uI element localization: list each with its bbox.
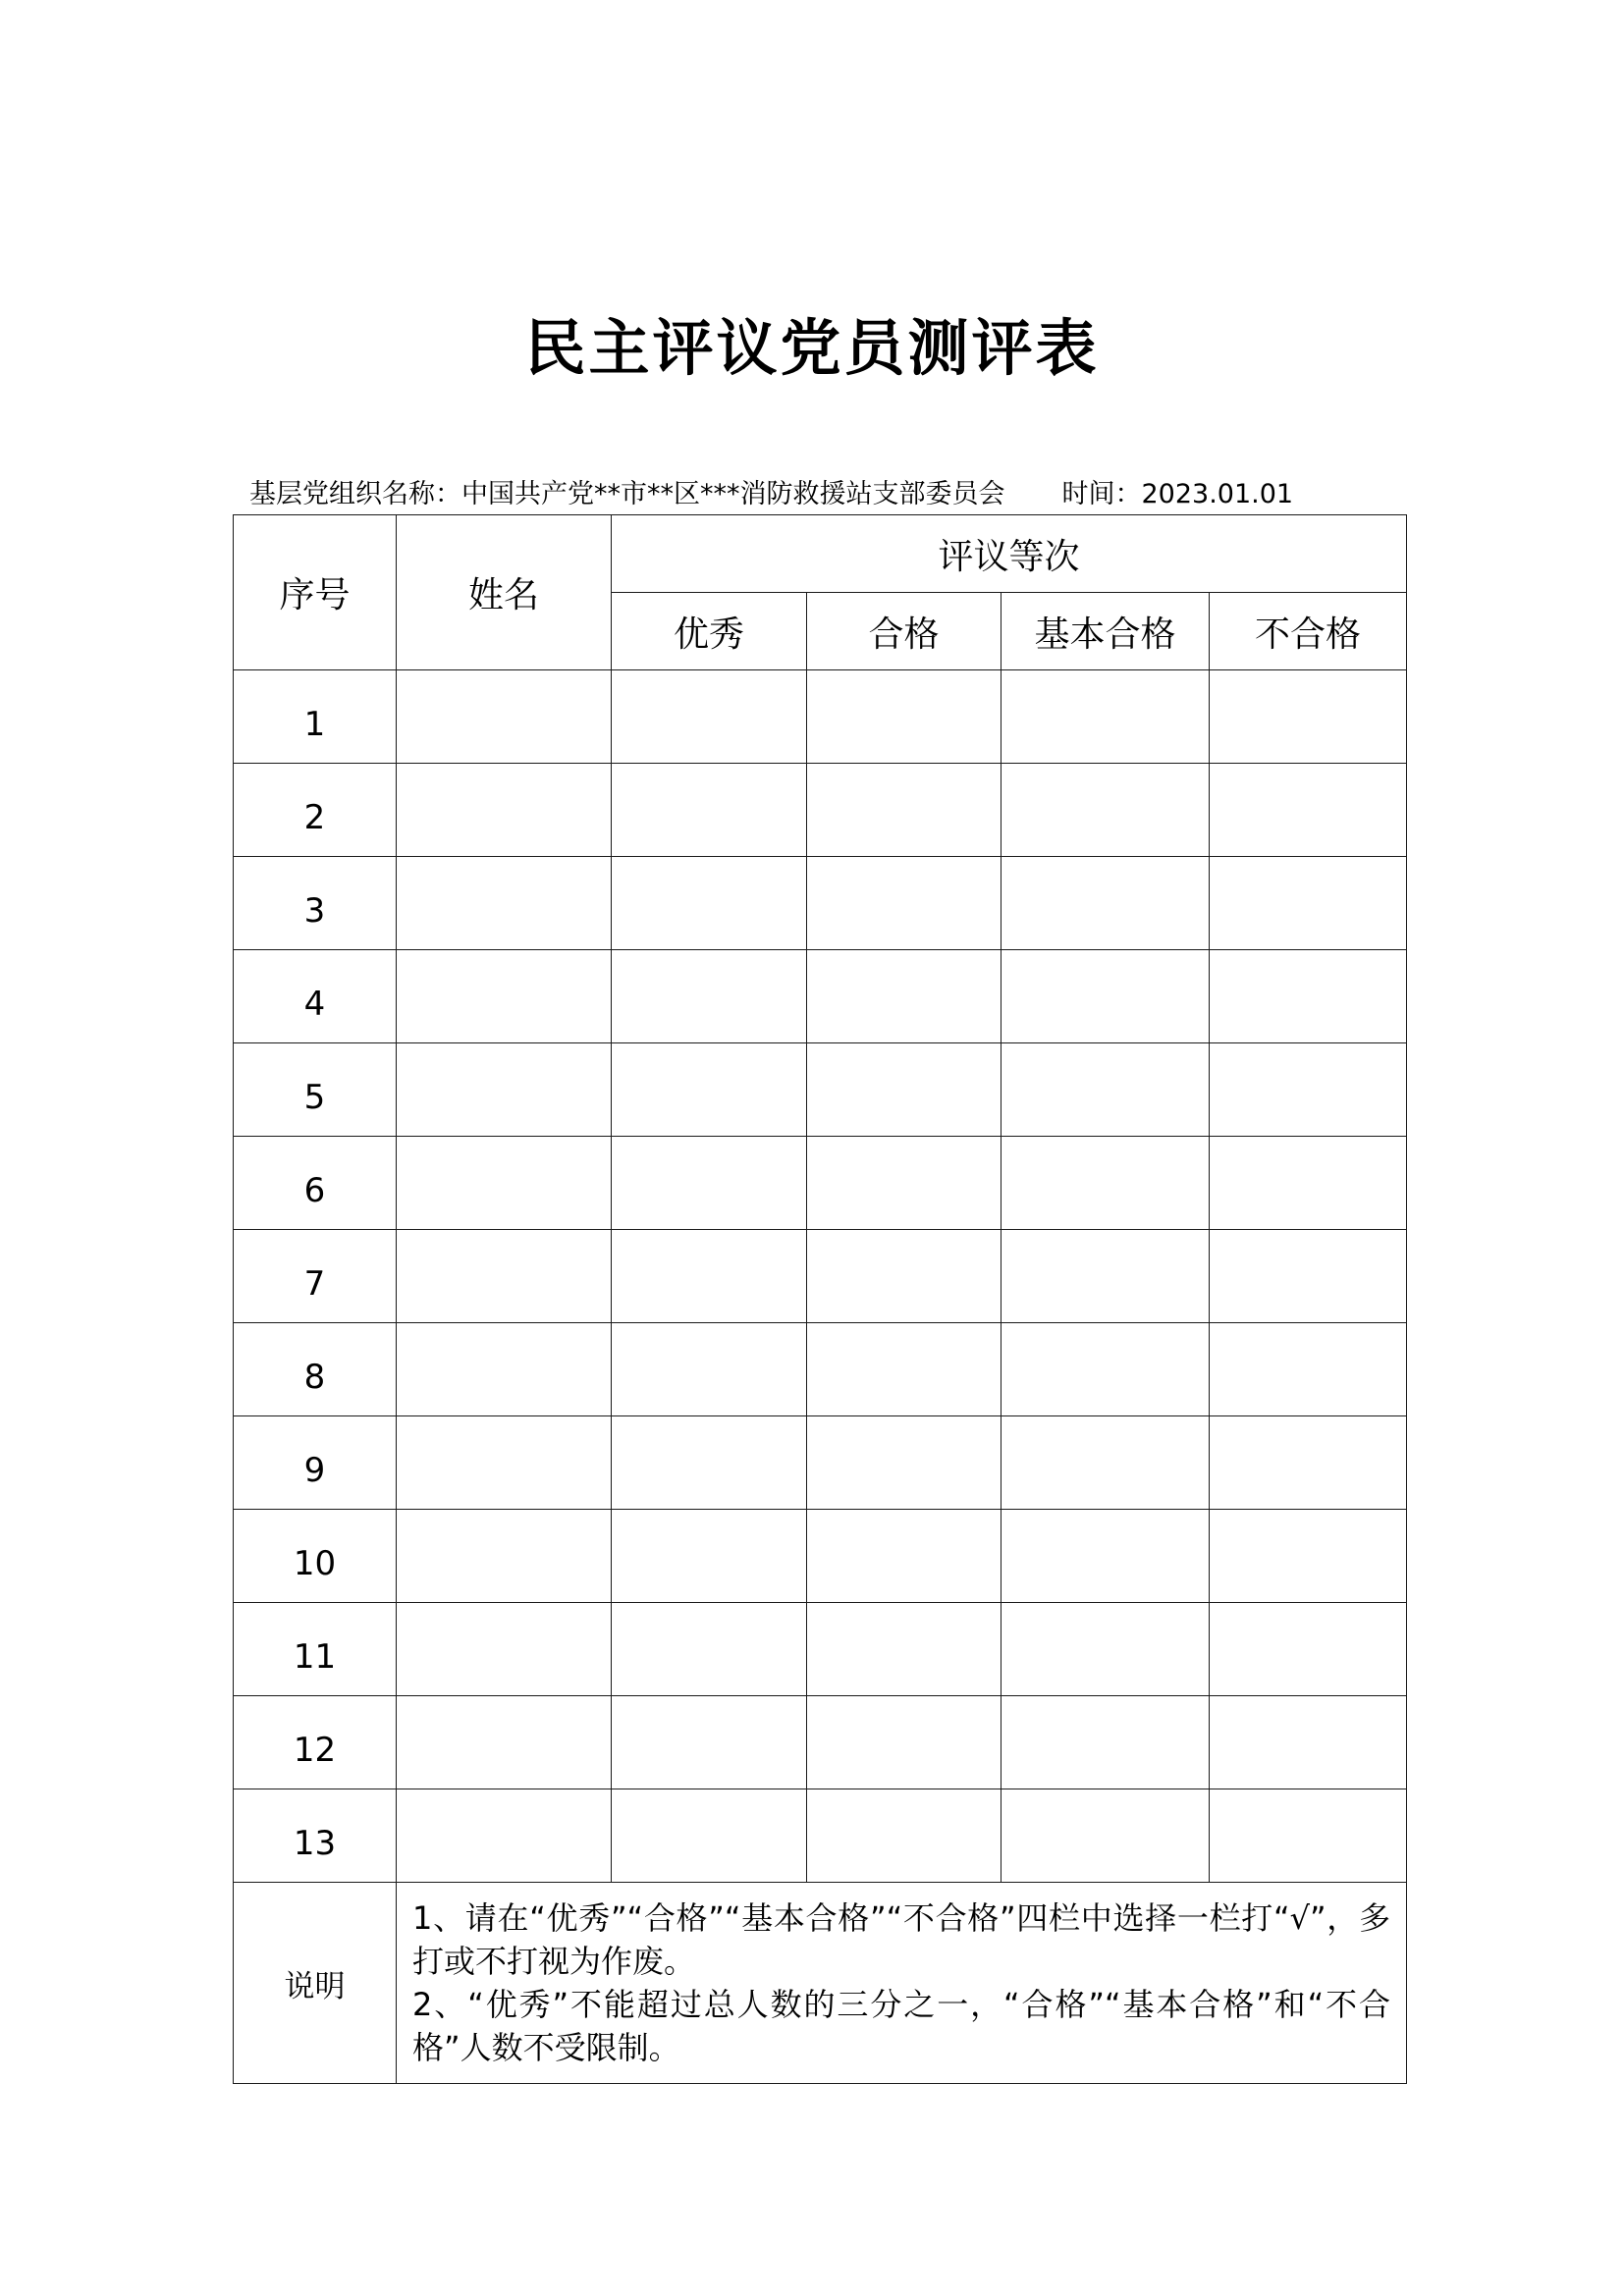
cell-excellent[interactable] (612, 1137, 807, 1230)
table-row (234, 857, 1407, 950)
row-number: 10 (234, 1510, 397, 1603)
cell-basic-qualified[interactable] (1001, 1416, 1210, 1510)
row-number: 2 (234, 764, 397, 857)
time-value: 2023.01.01 (1141, 479, 1294, 509)
table-row (234, 1230, 1407, 1323)
cell-basic-qualified[interactable] (1001, 1323, 1210, 1416)
row-number: 8 (234, 1323, 397, 1416)
cell-excellent[interactable] (612, 950, 807, 1043)
cell-name[interactable] (397, 1789, 612, 1883)
row-number: 12 (234, 1696, 397, 1789)
header-rating-group: 评议等次 (612, 515, 1407, 593)
cell-basic-qualified[interactable] (1001, 1696, 1210, 1789)
cell-qualified[interactable] (807, 950, 1001, 1043)
cell-qualified[interactable] (807, 1323, 1001, 1416)
form-meta (249, 475, 1293, 514)
header-seq: 序号 (234, 515, 397, 670)
org-name: 中国共产党**市**区***消防救援站支部委员会 (461, 479, 1005, 509)
evaluation-table (233, 514, 1407, 2084)
header-basic-qualified: 基本合格 (1001, 593, 1210, 670)
cell-unqualified[interactable] (1210, 857, 1407, 950)
org-label: 基层党组织名称： (249, 479, 461, 509)
row-number: 6 (234, 1137, 397, 1230)
cell-name[interactable] (397, 1230, 612, 1323)
cell-qualified[interactable] (807, 670, 1001, 764)
cell-name[interactable] (397, 764, 612, 857)
cell-qualified[interactable] (807, 1416, 1001, 1510)
cell-basic-qualified[interactable] (1001, 1789, 1210, 1883)
notes-cell (397, 1883, 1407, 2084)
row-number: 9 (234, 1416, 397, 1510)
cell-excellent[interactable] (612, 857, 807, 950)
cell-basic-qualified[interactable] (1001, 1043, 1210, 1137)
row-number: 13 (234, 1789, 397, 1883)
cell-unqualified[interactable] (1210, 764, 1407, 857)
cell-name[interactable] (397, 1323, 612, 1416)
table-row (234, 670, 1407, 764)
cell-qualified[interactable] (807, 1789, 1001, 1883)
header-qualified: 合格 (807, 593, 1001, 670)
cell-qualified[interactable] (807, 1603, 1001, 1696)
cell-unqualified[interactable] (1210, 1603, 1407, 1696)
cell-basic-qualified[interactable] (1001, 1603, 1210, 1696)
cell-unqualified[interactable] (1210, 1323, 1407, 1416)
cell-name[interactable] (397, 950, 612, 1043)
cell-unqualified[interactable] (1210, 1137, 1407, 1230)
table-row (234, 950, 1407, 1043)
page-title: 民主评议党员测评表 (524, 312, 1100, 384)
cell-name[interactable] (397, 670, 612, 764)
header-excellent: 优秀 (612, 593, 807, 670)
row-number: 7 (234, 1230, 397, 1323)
cell-name[interactable] (397, 1043, 612, 1137)
cell-excellent[interactable] (612, 1603, 807, 1696)
cell-name[interactable] (397, 1510, 612, 1603)
row-number: 11 (234, 1603, 397, 1696)
table-row (234, 1789, 1407, 1883)
cell-excellent[interactable] (612, 764, 807, 857)
cell-basic-qualified[interactable] (1001, 764, 1210, 857)
table-row (234, 1603, 1407, 1696)
cell-qualified[interactable] (807, 1230, 1001, 1323)
cell-unqualified[interactable] (1210, 1230, 1407, 1323)
table-row (234, 1137, 1407, 1230)
table-row (234, 1416, 1407, 1510)
cell-excellent[interactable] (612, 1510, 807, 1603)
cell-basic-qualified[interactable] (1001, 670, 1210, 764)
cell-excellent[interactable] (612, 1230, 807, 1323)
cell-qualified[interactable] (807, 764, 1001, 857)
notes-label: 说明 (234, 1883, 397, 2084)
cell-unqualified[interactable] (1210, 1510, 1407, 1603)
table-row (234, 1696, 1407, 1789)
row-number: 3 (234, 857, 397, 950)
cell-excellent[interactable] (612, 1416, 807, 1510)
cell-excellent[interactable] (612, 670, 807, 764)
cell-unqualified[interactable] (1210, 670, 1407, 764)
cell-basic-qualified[interactable] (1001, 857, 1210, 950)
cell-name[interactable] (397, 857, 612, 950)
cell-name[interactable] (397, 1603, 612, 1696)
table-row (234, 1043, 1407, 1137)
row-number: 5 (234, 1043, 397, 1137)
cell-unqualified[interactable] (1210, 1789, 1407, 1883)
cell-excellent[interactable] (612, 1696, 807, 1789)
time-label: 时间： (1061, 479, 1142, 509)
cell-qualified[interactable] (807, 857, 1001, 950)
cell-unqualified[interactable] (1210, 1043, 1407, 1137)
table-row (234, 1510, 1407, 1603)
header-unqualified: 不合格 (1210, 593, 1407, 670)
cell-basic-qualified[interactable] (1001, 950, 1210, 1043)
table-row (234, 764, 1407, 857)
cell-unqualified[interactable] (1210, 1696, 1407, 1789)
cell-excellent[interactable] (612, 1043, 807, 1137)
cell-qualified[interactable] (807, 1043, 1001, 1137)
cell-excellent[interactable] (612, 1789, 807, 1883)
note-1: 1、请在“优秀”“合格”“基本合格”“不合格”四栏中选择一栏打“√”，多打或不打视为作废。 (412, 1899, 1391, 1980)
cell-basic-qualified[interactable] (1001, 1137, 1210, 1230)
row-number: 1 (234, 670, 397, 764)
cell-name[interactable] (397, 1137, 612, 1230)
cell-name[interactable] (397, 1416, 612, 1510)
header-name: 姓名 (397, 515, 612, 670)
note-2: 2、“优秀”不能超过总人数的三分之一，“合格”“基本合格”和“不合格”人数不受限制。 (412, 1986, 1391, 2066)
cell-name[interactable] (397, 1696, 612, 1789)
cell-qualified[interactable] (807, 1137, 1001, 1230)
cell-unqualified[interactable] (1210, 950, 1407, 1043)
row-number: 4 (234, 950, 397, 1043)
cell-unqualified[interactable] (1210, 1416, 1407, 1510)
cell-basic-qualified[interactable] (1001, 1230, 1210, 1323)
cell-excellent[interactable] (612, 1323, 807, 1416)
cell-qualified[interactable] (807, 1696, 1001, 1789)
cell-qualified[interactable] (807, 1510, 1001, 1603)
cell-basic-qualified[interactable] (1001, 1510, 1210, 1603)
table-row (234, 1323, 1407, 1416)
